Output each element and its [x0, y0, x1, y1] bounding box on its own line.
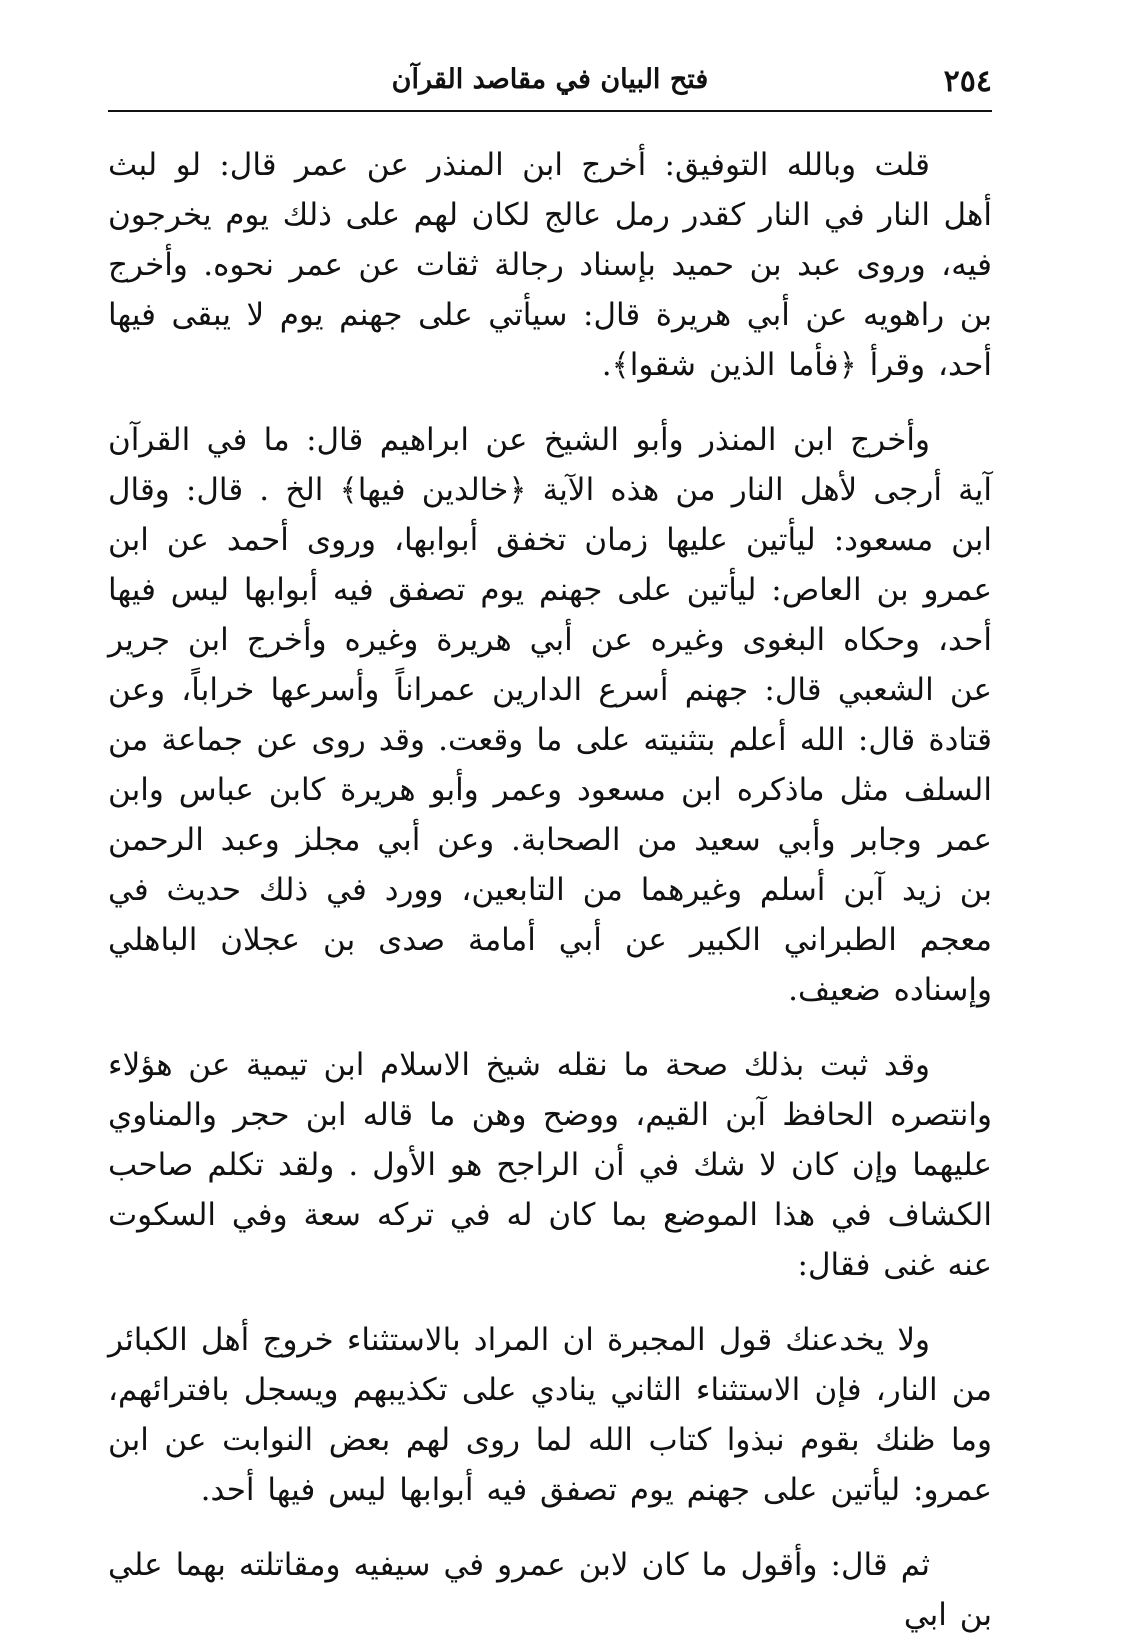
header-rule	[108, 110, 992, 112]
page-number: ٢٥٤	[943, 64, 992, 99]
paragraph-2: وأخرج ابن المنذر وأبو الشيخ عن ابراهيم قال: ما في القرآن آية أرجى لأهل النار من هذه الآية ﴿خالدين فيها﴾ الخ . قال: وقال ابن مسعود: ليأتين عليها زمان تخفق أبوابها، وروى أحمد عن ابن عمرو بن العاص: ليأتين على جهنم يوم تصفق فيه أبوابها ليس فيها أحد، وحكاه البغوى وغيره عن أبي هريرة وغيره وأخرج ابن جرير عن الشعبي قال: جهنم أسرع الدارين عمراناً وأسرعها خراباً، وعن قتادة قال: الله أعلم بتثنيته على ما وقعت. وقد روى عن جماعة من السلف مثل ماذكره ابن مسعود وعمر وأبو هريرة كابن عباس وابن عمر وجابر وأبي سعيد من الصحابة. وعن أبي مجلز وعبد الرحمن بن زيد آبن أسلم وغيرهما من التابعين، وورد في ذلك حديث في معجم الطبراني الكبير عن أبي أمامة صدى بن عجلان الباهلي وإسناده ضعيف.	[108, 422, 992, 1008]
paragraph-3: وقد ثبت بذلك صحة ما نقله شيخ الاسلام ابن تيمية عن هؤلاء وانتصره الحافظ آبن القيم، ووضح وهن ما قاله ابن حجر والمناوي عليهما وإن كان لا شك في أن الراجح هو الأول . ولقد تكلم صاحب الكشاف في هذا الموضع بما كان له في تركه سعة وفي السكوت عنه غنى فقال:	[108, 1047, 992, 1283]
paragraph-5: ثم قال: وأقول ما كان لابن عمرو في سيفيه ومقاتلته بهما علي بن ابي	[108, 1547, 992, 1633]
page-body	[108, 140, 992, 1640]
paragraph-4: ولا يخدعنك قول المجبرة ان المراد بالاستثناء خروج أهل الكبائر من النار، فإن الاستثناء الثاني ينادي على تكذيبهم ويسجل بافترائهم، وما ظنك بقوم نبذوا كتاب الله لما روى لهم بعض النوابت عن ابن عمرو: ليأتين على جهنم يوم تصفق فيه أبوابها ليس فيها أحد.	[108, 1322, 992, 1508]
running-title: فتح البيان في مقاصد القرآن	[391, 64, 709, 95]
page-header	[108, 58, 992, 110]
paragraph-1: قلت وبالله التوفيق: أخرج ابن المنذر عن عمر قال: لو لبث أهل النار في النار كقدر رمل عالج لكان لهم على ذلك يوم يخرجون فيه، وروى عبد بن حميد بإسناد رجالة ثقات عن عمر نحوه. وأخرج بن راهويه عن أبي هريرة قال: سيأتي على جهنم يوم لا يبقى فيها أحد، وقرأ ﴿فأما الذين شقوا﴾.	[108, 147, 992, 383]
